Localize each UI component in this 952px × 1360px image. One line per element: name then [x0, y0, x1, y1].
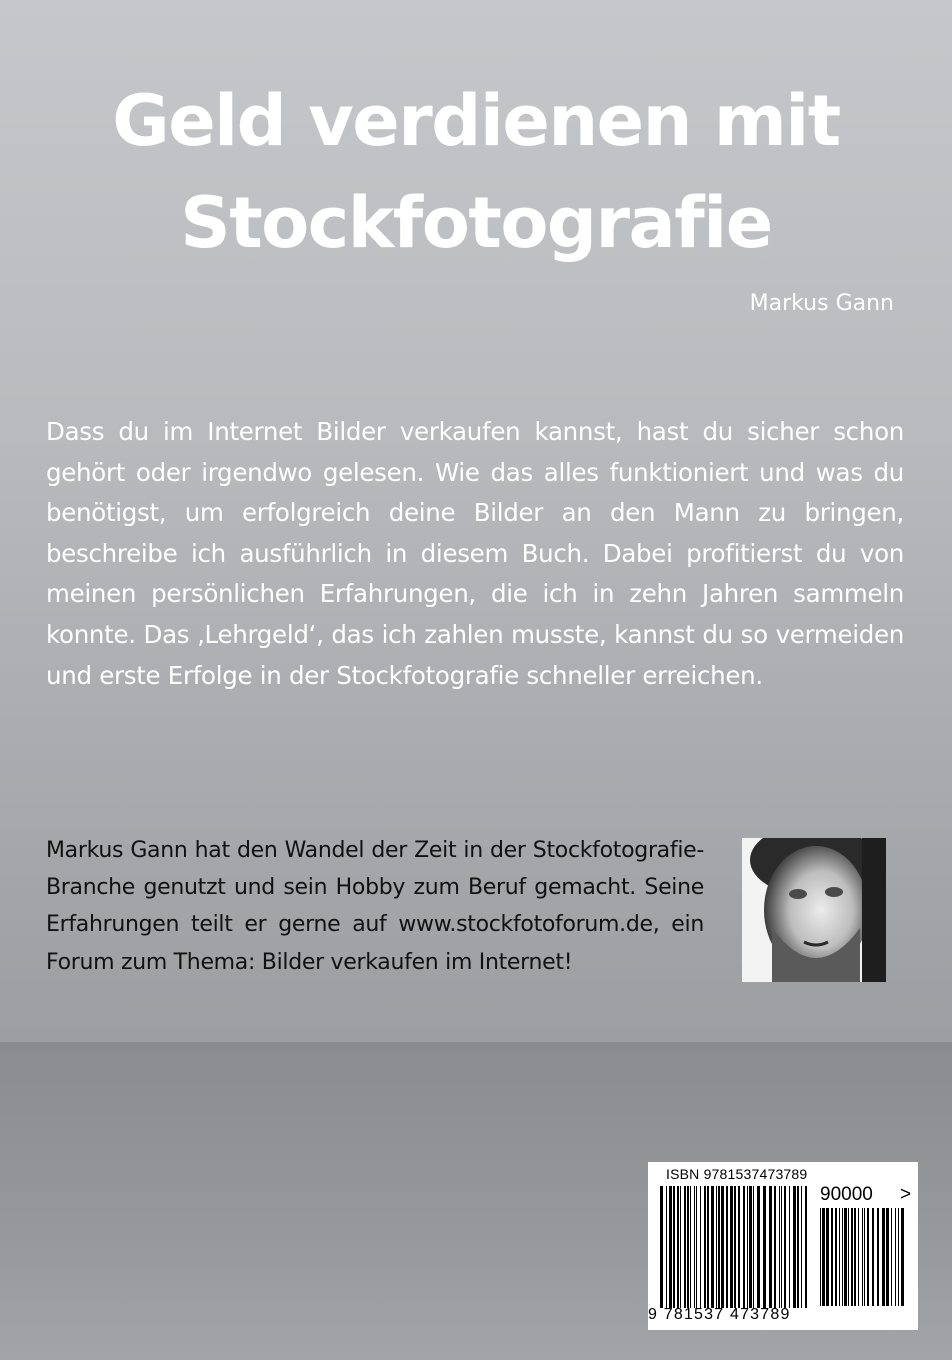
barcode-bar — [769, 1186, 772, 1308]
barcode-bar — [895, 1208, 896, 1306]
barcode-bar — [687, 1186, 689, 1308]
barcode-bar — [711, 1186, 714, 1308]
barcode-bar — [747, 1186, 748, 1308]
barcode-bar — [891, 1208, 892, 1306]
barcode-bar — [805, 1186, 807, 1308]
barcode-bar — [842, 1208, 843, 1306]
author-name: Markus Gann — [749, 291, 894, 316]
barcode-bar — [872, 1208, 874, 1306]
barcode-bar — [779, 1186, 780, 1308]
barcode-bar — [743, 1186, 745, 1308]
barcode-bar — [700, 1186, 701, 1308]
barcode-bar — [848, 1208, 849, 1306]
barcode-bar — [680, 1186, 681, 1308]
barcode-bar — [677, 1186, 679, 1308]
barcode-bar — [704, 1186, 706, 1308]
barcode-bar — [690, 1186, 691, 1308]
isbn-digits: 9 781537 473789 — [648, 1306, 791, 1323]
isbn-barcode — [648, 1162, 918, 1330]
barcode-bar — [730, 1186, 733, 1308]
barcode-bar — [707, 1186, 709, 1308]
barcode-addon-bars — [820, 1208, 908, 1306]
barcode-bar — [820, 1208, 821, 1306]
barcode-bar — [851, 1208, 853, 1306]
barcode-bar — [666, 1186, 667, 1308]
barcode-bar — [784, 1186, 786, 1308]
barcode-bar — [721, 1186, 724, 1308]
barcode-bar — [716, 1186, 717, 1308]
barcode-bar — [789, 1186, 790, 1308]
barcode-bar — [877, 1208, 879, 1306]
book-blurb: Dass du im Internet Bilder verkaufen kannst, hast du sicher schon gehört oder irgendwo gelesen. Wie das alles funktioniert und was du benötigst, um erfolgreich deine Bilder an den Mann zu bringen, beschreibe ich ausführlich in diesem Buch. Dabei profitierst du von meinen persönlichen Erfahrungen, die ich in zehn Jahren sammeln konnte. Das ‚Lehrgeld‘, das ich zahlen musste, kannst du so vermeiden und erste Erfolge in der Stockfotografie schneller erreichen. — [46, 417, 904, 690]
barcode-bar — [854, 1208, 856, 1306]
portrait-image — [742, 838, 886, 982]
barcode-bar — [801, 1186, 802, 1308]
barcode-bar — [669, 1186, 672, 1308]
barcode-bar — [694, 1186, 695, 1308]
author-portrait — [742, 838, 886, 982]
barcode-bar — [774, 1186, 776, 1308]
barcode-bar — [797, 1186, 799, 1308]
barcode-bar — [793, 1186, 796, 1308]
barcode-bar — [867, 1208, 869, 1306]
barcode-bar — [844, 1208, 847, 1306]
barcode-bars — [660, 1186, 812, 1308]
barcode-bar — [660, 1186, 663, 1308]
barcode-bar — [898, 1208, 899, 1306]
isbn-label: ISBN 9781537473789 — [666, 1166, 808, 1182]
barcode-bar — [763, 1186, 766, 1308]
barcode-bar — [839, 1208, 840, 1306]
barcode-bar — [826, 1208, 829, 1306]
barcode-bar — [831, 1208, 833, 1306]
price-arrow: > — [900, 1184, 912, 1205]
barcode-bar — [684, 1186, 686, 1308]
book-title — [0, 70, 952, 274]
barcode-bar — [749, 1186, 752, 1308]
barcode-bar — [718, 1186, 720, 1308]
barcode-bar — [726, 1186, 728, 1308]
barcode-bar — [882, 1208, 885, 1306]
barcode-bar — [835, 1208, 837, 1306]
barcode-bar — [753, 1186, 754, 1308]
barcode-bar — [864, 1208, 865, 1306]
barcode-bar — [673, 1186, 675, 1308]
barcode-bar — [901, 1208, 904, 1306]
barcode-bar — [822, 1208, 825, 1306]
barcode-bar — [696, 1186, 697, 1308]
barcode-bar — [862, 1208, 863, 1306]
price-code: 90000 — [820, 1184, 873, 1205]
barcode-bar — [886, 1208, 889, 1306]
title-line-2: Stockfotografie — [180, 182, 772, 264]
barcode-bar — [757, 1186, 760, 1308]
barcode-bar — [734, 1186, 736, 1308]
author-bio: Markus Gann hat den Wandel der Zeit in der Stockfotografie-Branche genutzt und sein Hobby zum Beruf gemacht. Seine Erfahrungen teilt er gerne auf www.stockfotoforum.de, ein Forum zum Thema: Bilder verkaufen im Internet! — [46, 838, 704, 975]
barcode-bar — [858, 1208, 859, 1306]
title-line-1: Geld verdienen mit — [112, 80, 840, 162]
barcode-bar — [781, 1186, 782, 1308]
barcode-bar — [738, 1186, 740, 1308]
